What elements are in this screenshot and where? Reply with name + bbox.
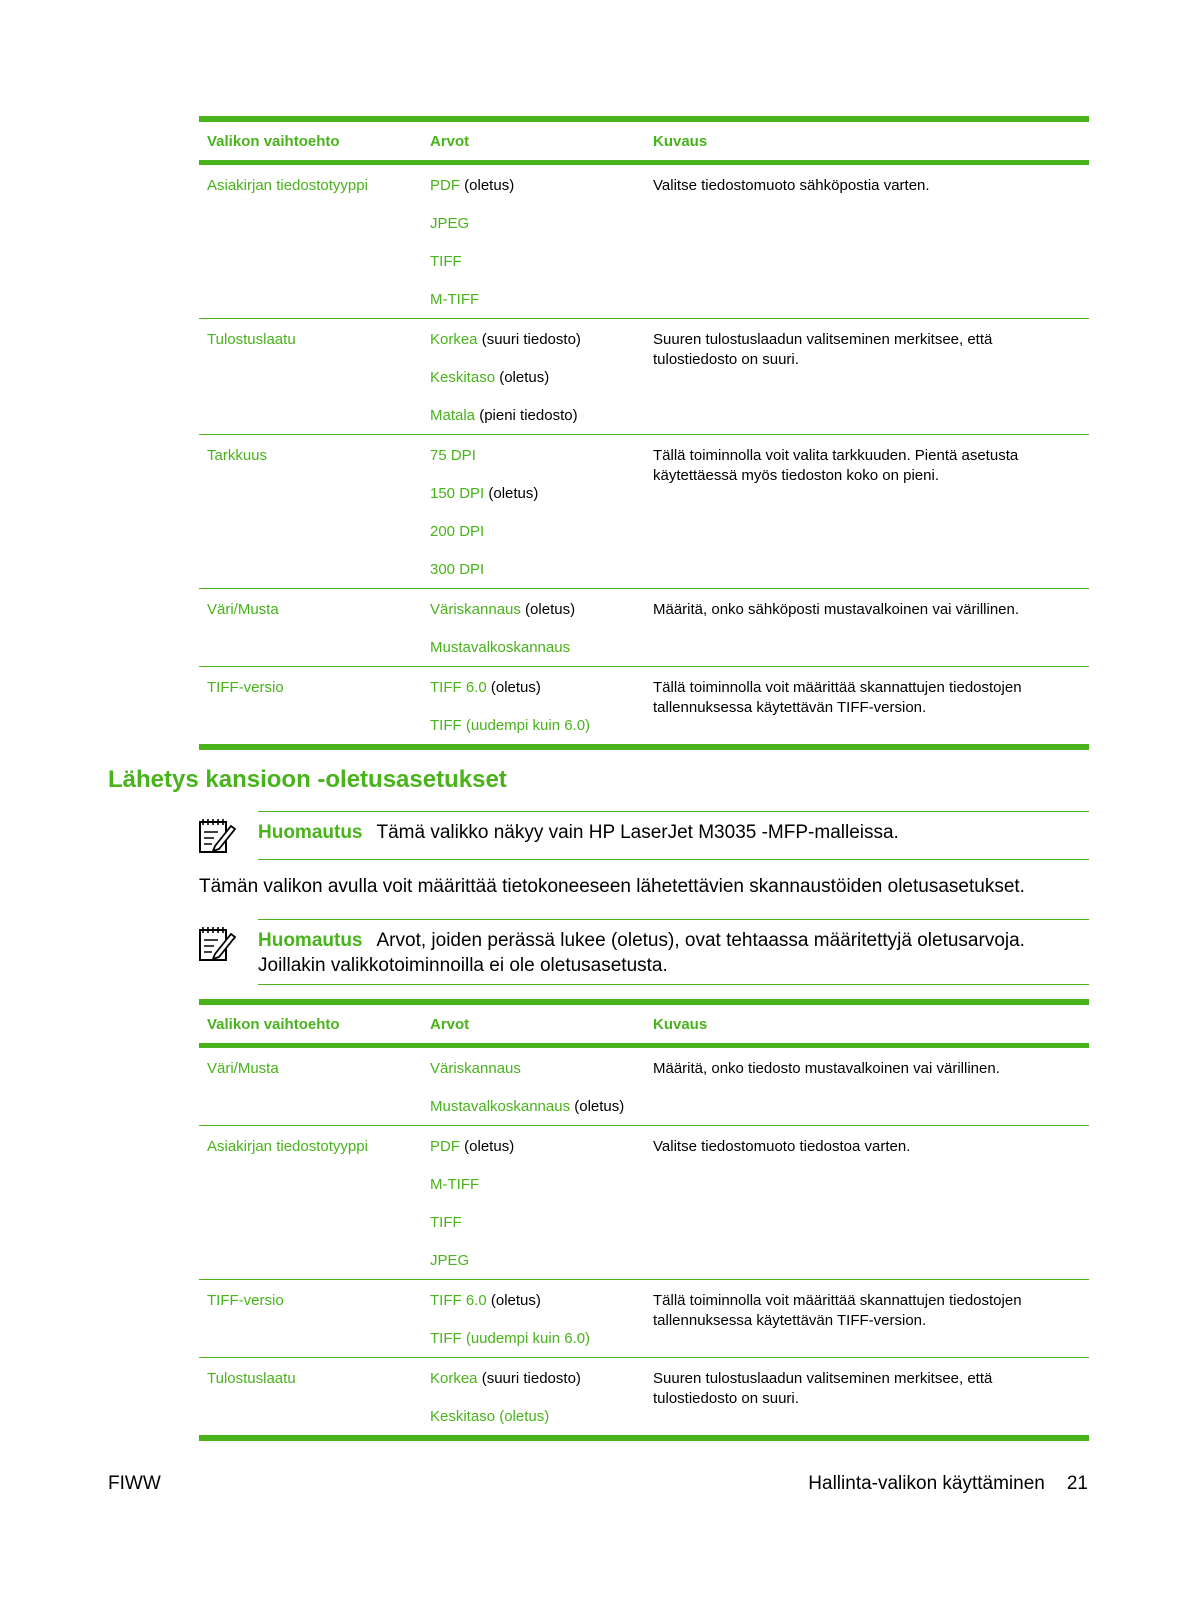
- row-option: TIFF-versio: [207, 679, 284, 696]
- value-item: [430, 1251, 645, 1271]
- value-note: (oletus): [486, 679, 541, 696]
- row-values: [422, 600, 645, 658]
- table-row: [199, 435, 1089, 589]
- value-name: TIFF 6.0: [430, 679, 487, 696]
- value-item: [430, 1291, 645, 1329]
- row-values: [422, 1059, 645, 1117]
- note-pencil-icon: [197, 816, 237, 856]
- value-item: [430, 522, 645, 560]
- value-name: Korkea: [430, 331, 478, 348]
- value-name: Väriskannaus: [430, 601, 521, 618]
- row-values: [422, 678, 645, 736]
- page-number: 21: [1066, 1473, 1088, 1494]
- value-name: Keskitaso: [430, 369, 496, 386]
- value-name: Keskitaso (oletus): [430, 1408, 550, 1425]
- table-row: [199, 1358, 1089, 1435]
- value-item: [430, 1369, 645, 1407]
- note-text: Tämä valikko näkyy vain HP LaserJet M3035 -MFP-malleissa.: [376, 822, 899, 843]
- value-item: [430, 1407, 645, 1427]
- value-name: JPEG: [430, 1252, 470, 1269]
- value-name: Korkea: [430, 1370, 478, 1387]
- footer-right: [808, 1473, 1088, 1495]
- table-bottom-rule: [199, 1435, 1089, 1441]
- row-description: Määritä, onko tiedosto mustavalkoinen vai värillinen.: [653, 1060, 1000, 1077]
- row-option: Tulostuslaatu: [207, 331, 296, 348]
- value-note: (oletus): [484, 485, 539, 502]
- value-name: M-TIFF: [430, 1176, 480, 1193]
- table-bottom-rule: [199, 744, 1089, 750]
- value-item: [430, 446, 645, 484]
- section-heading: Lähetys kansioon -oletusasetukset: [108, 766, 507, 793]
- note-text: Arvot, joiden perässä lukee (oletus), ovat tehtaassa määritettyjä oletusarvoja. Joillakin valikkotoiminnoilla ei ole oletusasetusta.: [258, 930, 1025, 976]
- row-option: Väri/Musta: [207, 601, 279, 618]
- value-name: TIFF (uudempi kuin 6.0): [430, 717, 591, 734]
- value-item: [430, 1137, 645, 1175]
- note-label: Huomautus: [258, 930, 363, 951]
- value-name: PDF: [430, 177, 460, 194]
- value-note: (oletus): [486, 1292, 541, 1309]
- value-name: 75 DPI: [430, 447, 476, 464]
- row-values: [422, 446, 645, 580]
- value-item: [430, 638, 645, 658]
- table-body: [199, 165, 1089, 744]
- table-row: [199, 165, 1089, 319]
- value-name: JPEG: [430, 215, 470, 232]
- value-name: Matala: [430, 407, 476, 424]
- value-name: Mustavalkoskannaus: [430, 639, 571, 656]
- table-row: [199, 1126, 1089, 1280]
- note-label: Huomautus: [258, 822, 363, 843]
- row-description: Tällä toiminnolla voit määrittää skannattujen tiedostojen tallennuksessa käytettävän TIFF-version.: [653, 679, 1022, 716]
- value-name: TIFF: [430, 1214, 462, 1231]
- value-name: 150 DPI: [430, 485, 485, 502]
- value-note: (oletus): [460, 177, 515, 194]
- table-header: [199, 122, 1089, 165]
- value-item: [430, 368, 645, 406]
- value-item: [430, 214, 645, 252]
- row-description: Valitse tiedostomuoto sähköpostia varten.: [653, 177, 930, 194]
- row-option: Asiakirjan tiedostotyyppi: [207, 177, 368, 194]
- header-values: Arvot: [430, 1015, 470, 1033]
- value-note: (oletus): [520, 601, 576, 618]
- table-1: [199, 116, 1089, 750]
- row-description: Suuren tulostuslaadun valitseminen merkitsee, että tulostiedosto on suuri.: [653, 1370, 993, 1407]
- row-description: Suuren tulostuslaadun valitseminen merkitsee, että tulostiedosto on suuri.: [653, 331, 993, 368]
- value-item: [430, 1213, 645, 1251]
- value-item: [430, 290, 645, 310]
- row-values: [422, 1291, 645, 1349]
- value-name: M-TIFF: [430, 291, 480, 308]
- value-name: TIFF 6.0: [430, 1292, 487, 1309]
- row-option: Tulostuslaatu: [207, 1370, 296, 1387]
- value-name: TIFF: [430, 253, 462, 270]
- note-1: [258, 811, 1089, 860]
- table-2: [199, 999, 1089, 1441]
- value-name: 300 DPI: [430, 561, 485, 578]
- row-option: TIFF-versio: [207, 1292, 284, 1309]
- row-option: Tarkkuus: [207, 447, 268, 464]
- value-name: Väriskannaus: [430, 1060, 521, 1077]
- value-item: [430, 1097, 645, 1117]
- row-values: [422, 176, 645, 310]
- value-note: (pieni tiedosto): [475, 407, 578, 424]
- value-name: TIFF (uudempi kuin 6.0): [430, 1330, 591, 1347]
- value-note: (suuri tiedosto): [477, 1370, 581, 1387]
- header-values: Arvot: [430, 132, 470, 150]
- value-name: 200 DPI: [430, 523, 485, 540]
- value-note: (oletus): [495, 369, 550, 386]
- value-note: (oletus): [570, 1098, 625, 1115]
- row-values: [422, 330, 645, 426]
- header-option: Valikon vaihtoehto: [207, 132, 340, 150]
- table-row: [199, 1048, 1089, 1126]
- note-2: [258, 919, 1089, 985]
- value-note: (suuri tiedosto): [477, 331, 581, 348]
- header-option: Valikon vaihtoehto: [207, 1015, 340, 1033]
- value-item: [430, 406, 645, 426]
- table-row: [199, 319, 1089, 435]
- row-option: Väri/Musta: [207, 1060, 279, 1077]
- value-item: [430, 176, 645, 214]
- note-pencil-icon: [197, 924, 237, 964]
- value-item: [430, 1059, 645, 1097]
- row-description: Tällä toiminnolla voit määrittää skannattujen tiedostojen tallennuksessa käytettävän TIFF-version.: [653, 1292, 1022, 1329]
- value-item: [430, 678, 645, 716]
- value-item: [430, 716, 645, 736]
- body-paragraph: Tämän valikon avulla voit määrittää tietokoneeseen lähetettävien skannaustöiden oletusasetukset.: [199, 876, 1025, 897]
- value-name: Mustavalkoskannaus: [430, 1098, 571, 1115]
- value-item: [430, 330, 645, 368]
- table-body: [199, 1048, 1089, 1435]
- value-name: PDF: [430, 1138, 460, 1155]
- table-header: [199, 1005, 1089, 1048]
- row-values: [422, 1137, 645, 1271]
- table-row: [199, 589, 1089, 667]
- row-description: Valitse tiedostomuoto tiedostoa varten.: [653, 1138, 911, 1155]
- footer-chapter: Hallinta-valikon käyttäminen: [808, 1473, 1045, 1494]
- row-option: Asiakirjan tiedostotyyppi: [207, 1138, 368, 1155]
- row-description: Määritä, onko sähköposti mustavalkoinen vai värillinen.: [653, 601, 1020, 618]
- value-item: [430, 1329, 645, 1349]
- value-item: [430, 1175, 645, 1213]
- value-item: [430, 560, 645, 580]
- header-description: Kuvaus: [653, 1015, 708, 1033]
- value-item: [430, 600, 645, 638]
- header-description: Kuvaus: [653, 132, 708, 150]
- table-row: [199, 667, 1089, 744]
- row-description: Tällä toiminnolla voit valita tarkkuuden. Pientä asetusta käytettäessä myös tiedoston koko on pieni.: [653, 447, 1019, 484]
- value-item: [430, 484, 645, 522]
- table-row: [199, 1280, 1089, 1358]
- value-item: [430, 252, 645, 290]
- value-note: (oletus): [460, 1138, 515, 1155]
- footer-left: FIWW: [108, 1473, 161, 1494]
- row-values: [422, 1369, 645, 1427]
